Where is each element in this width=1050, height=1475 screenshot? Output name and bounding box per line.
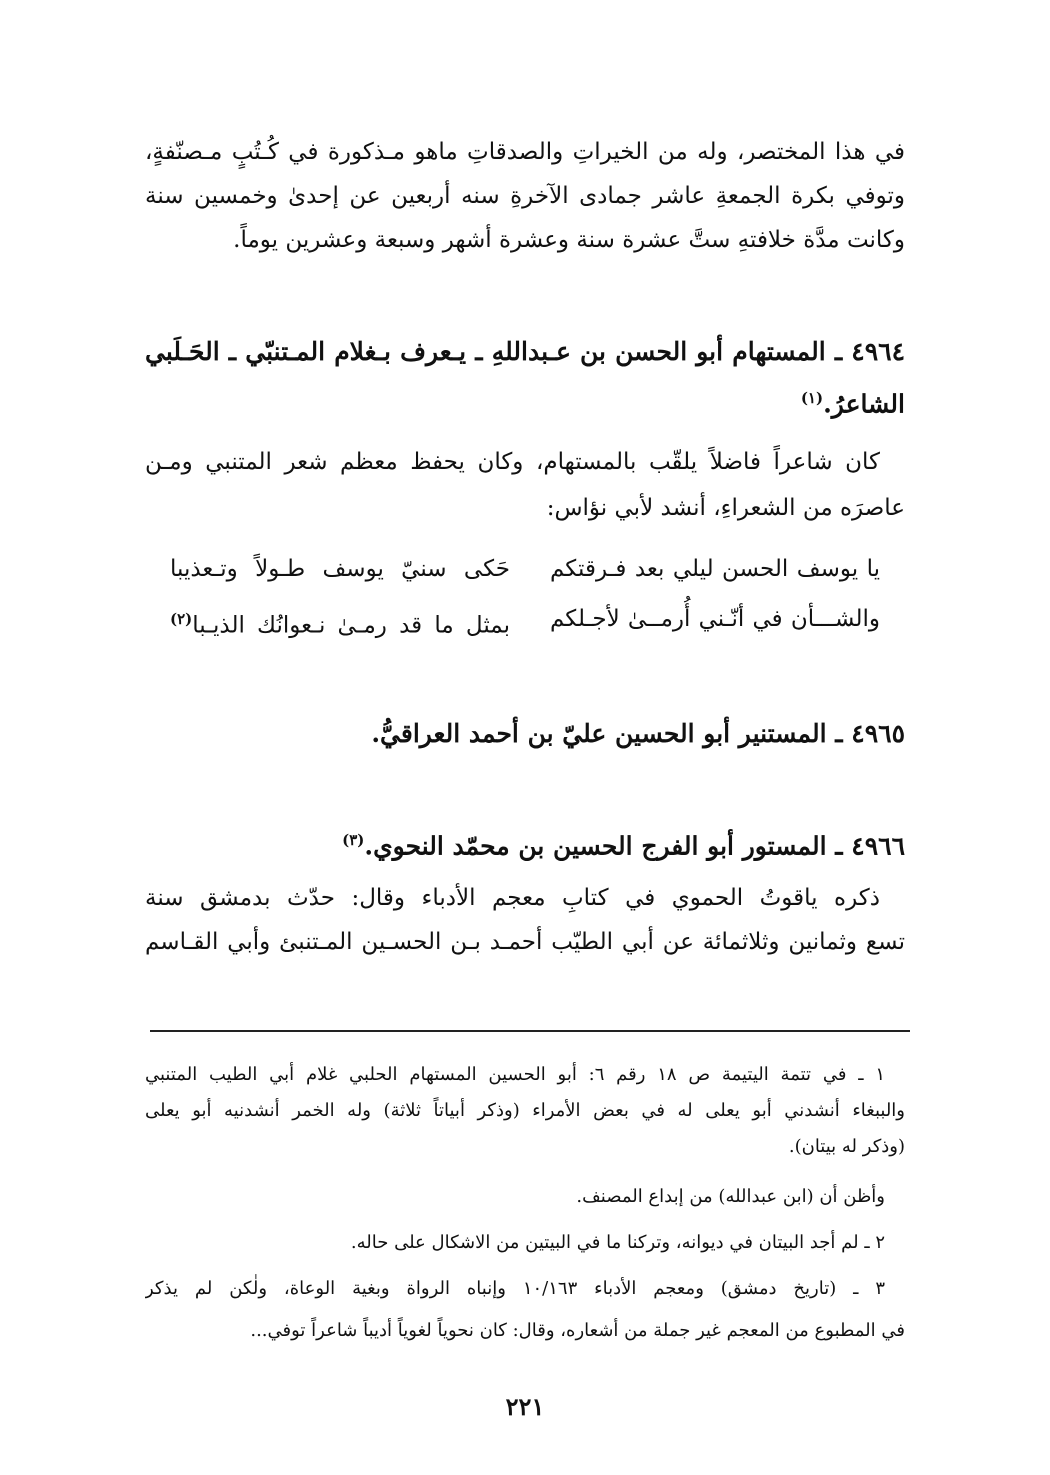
footnote-ref: (٢): [170, 610, 193, 628]
entry-heading: [145, 818, 905, 862]
footnote-line: والببغاء أنشدني أبو يعلى له في بعض الأمراء (وذكر أبياتاً ثلاثة) وله الخمر أنشدنيه أبو يعلى: [145, 1100, 905, 1121]
verse-first-hemistich: والشـــأن في أنّـني أُرمــىٰ لأجـلكم: [550, 606, 880, 632]
text-line: وكانت مدَّة خلافتهِ ستَّ عشرة سنة وعشرة أشهر وسبعة وعشرين يوماً.: [233, 227, 905, 253]
footnote-line: وأظن أن (ابن عبدالله) من إبداع المصنف.: [576, 1186, 885, 1207]
footnote-ref: (١): [800, 389, 824, 407]
footnote-line: ٣ ـ (تاريخ دمشق) ومعجم الأدباء ١٠/١٦٣ وإنباه الرواة وبغية الوعاة، ولٰكن لم يذكر: [145, 1278, 885, 1299]
verse-second-hemistich: حَكى سنيّ يوسف طـولاً وتـعذيبا: [170, 556, 510, 582]
entry-heading-continued: [145, 376, 905, 420]
text-line: تسع وثمانين وثلاثمائة عن أبي الطيّب أحمـد بـن الحسـين المـتنبئ وأبي القـاسم: [145, 929, 905, 955]
heading-text: الشاعرُ.: [823, 389, 905, 419]
page-number: ٢٢١: [505, 1392, 545, 1421]
footnote-line: في المطبوع من المعجم غير جملة من أشعاره، وقال: كان نحوياً لغوياً أديباً شاعراً توفي...: [250, 1320, 905, 1341]
entry-4965: [145, 712, 905, 762]
entry-heading: ٤٩٦٥ ـ المستنير أبو الحسين عليّ بن أحمد العراقيُّ.: [371, 719, 905, 748]
verse-line: [170, 598, 880, 640]
verse-line: [170, 548, 880, 590]
entry-4964: [145, 330, 905, 650]
verse-second-hemistich: [170, 598, 510, 647]
text-line: وتوفي بكرة الجمعةِ عاشر جمادى الآخرةِ سنه أربعين عن إحدىٰ وخمسين سنة: [145, 183, 905, 209]
heading-text: ٤٩٦٦ ـ المستور أبو الفرج الحسين بن محمّد النحوي.: [364, 831, 905, 861]
footnote-ref: (٣): [342, 831, 365, 849]
footnote-line: ١ ـ في تتمة اليتيمة ص ١٨ رقم ٦: أبو الحسين المستهام الحلبي غلام أبي الطيب المتنبي: [145, 1064, 885, 1085]
text-line: كان شاعراً فاضلاً يلقّب بالمستهام، وكان يحفظ معظم شعر المتنبي ومـن: [145, 449, 880, 475]
verse-text: بمثل ما قد رمـىٰ نـعوانُك الذيـبا: [192, 612, 510, 639]
intro-paragraph: [145, 132, 905, 262]
footnotes: [145, 1058, 905, 1378]
text-line: ذكره ياقوتُ الحموي في كتابِ معجم الأدباء وقال: حدّث بدمشق سنة: [145, 885, 880, 911]
text-line: عاصرَه من الشعراءِ، أنشد لأبي نؤاس:: [546, 495, 905, 521]
entry-heading: ٤٩٦٤ ـ المستهام أبو الحسن بن عـبداللهِ ـ يـعرف بـغلام المـتنبّي ـ الحَـلَبي: [145, 337, 905, 366]
footnote-line: ٢ ـ لم أجد البيتان في ديوانه، وتركنا ما في البيتين من الاشكال على حاله.: [350, 1232, 885, 1253]
entry-4966: [145, 818, 905, 988]
footnote-line: (وذكر له بيتان).: [788, 1136, 905, 1157]
verse-first-hemistich: يا يوسف الحسن ليلي بعد فـرقتكم: [550, 556, 880, 582]
footnote-divider: [150, 1030, 910, 1032]
text-line: في هذا المختصر، وله من الخيراتِ والصدقاتِ ماهو مـذكورة في كُـتُبٍ مـصنّفةٍ،: [145, 139, 905, 165]
